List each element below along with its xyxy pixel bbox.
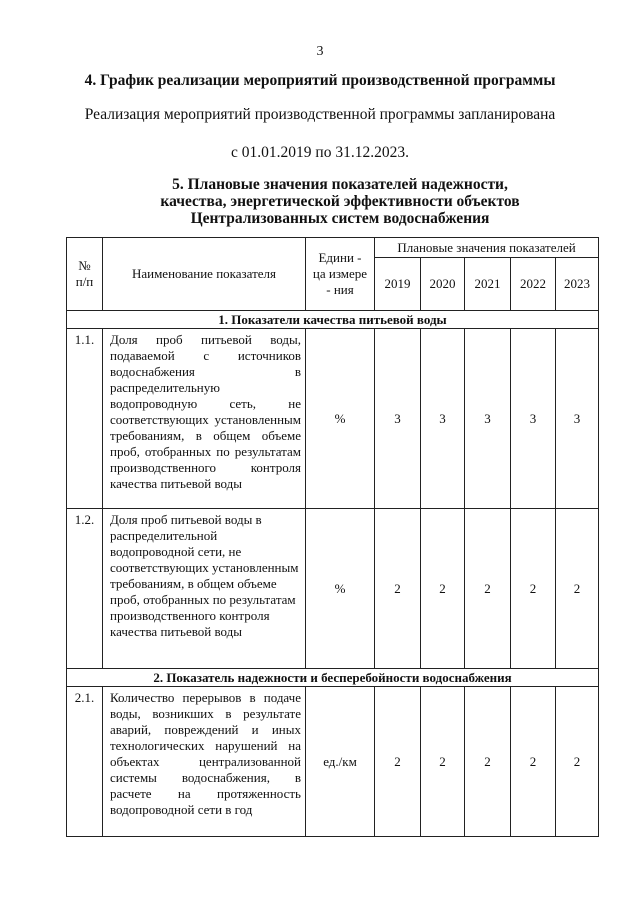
section-5-title-line-3: Централизованных систем водоснабжения: [190, 210, 490, 227]
value-cell: 3: [375, 329, 421, 509]
value-cell: 2: [375, 509, 421, 669]
header-unit: Едини - ца измере - ния: [306, 238, 375, 311]
unit-cell: %: [306, 329, 375, 509]
value-cell: 2: [556, 509, 599, 669]
header-year: 2019: [375, 258, 421, 311]
unit-cell: %: [306, 509, 375, 669]
value-cell: 2: [421, 687, 465, 837]
indicator-name: Доля проб питьевой воды, подаваемой с источников водоснабжения в распределительную водопроводную сеть, не соответствующих установленным требованиям, в общем объеме проб, отобранных по результатам производственного контроля качества питьевой воды: [103, 329, 306, 509]
value-cell: 2: [511, 509, 556, 669]
value-cell: 3: [511, 329, 556, 509]
value-cell: 2: [465, 687, 511, 837]
header-year: 2023: [556, 258, 599, 311]
indicators-table: [66, 237, 599, 837]
section-4-text-line-1: Реализация мероприятий производственной программы запланирована: [84, 106, 556, 123]
value-cell: 2: [556, 687, 599, 837]
row-number: 1.2.: [67, 509, 103, 669]
row-number: 1.1.: [67, 329, 103, 509]
row-number: 2.1.: [67, 687, 103, 837]
table-row: [67, 687, 599, 837]
header-year: 2020: [421, 258, 465, 311]
value-cell: 2: [375, 687, 421, 837]
header-year: 2022: [511, 258, 556, 311]
header-num: № п/п: [67, 238, 103, 311]
value-cell: 3: [421, 329, 465, 509]
section-5-title-line-2: качества, энергетической эффективности объектов: [160, 193, 520, 210]
page-number: 3: [316, 44, 324, 59]
value-cell: 3: [556, 329, 599, 509]
section-4-text-line-2: с 01.01.2019 по 31.12.2023.: [231, 144, 409, 161]
section-1-header: 1. Показатели качества питьевой воды: [67, 311, 599, 329]
value-cell: 3: [465, 329, 511, 509]
header-year: 2021: [465, 258, 511, 311]
value-cell: 2: [511, 687, 556, 837]
section-5-title: [100, 176, 580, 227]
indicator-name: Количество перерывов в подаче воды, возникших в результате аварий, повреждений и иных технологических нарушений на объектах централизованной системы водоснабжения, в расчете на протяженность водопроводной сети в год: [103, 687, 306, 837]
value-cell: 2: [465, 509, 511, 669]
unit-cell: ед./км: [306, 687, 375, 837]
section-4-title: 4. График реализации мероприятий производственной программы: [84, 72, 556, 89]
section-5-title-line-1: 5. Плановые значения показателей надежности,: [172, 176, 508, 193]
table-row: [67, 509, 599, 669]
indicator-name: Доля проб питьевой воды в распределительной водопроводной сети, не соответствующих установленным требованиям, в общем объеме проб, отобранных по результатам производственного контроля качества питьевой воды: [103, 509, 306, 669]
header-name: Наименование показателя: [103, 238, 306, 311]
header-planned-values: Плановые значения показателей: [375, 238, 599, 258]
section-2-header: 2. Показатель надежности и бесперебойности водоснабжения: [67, 669, 599, 687]
table-row: [67, 329, 599, 509]
value-cell: 2: [421, 509, 465, 669]
